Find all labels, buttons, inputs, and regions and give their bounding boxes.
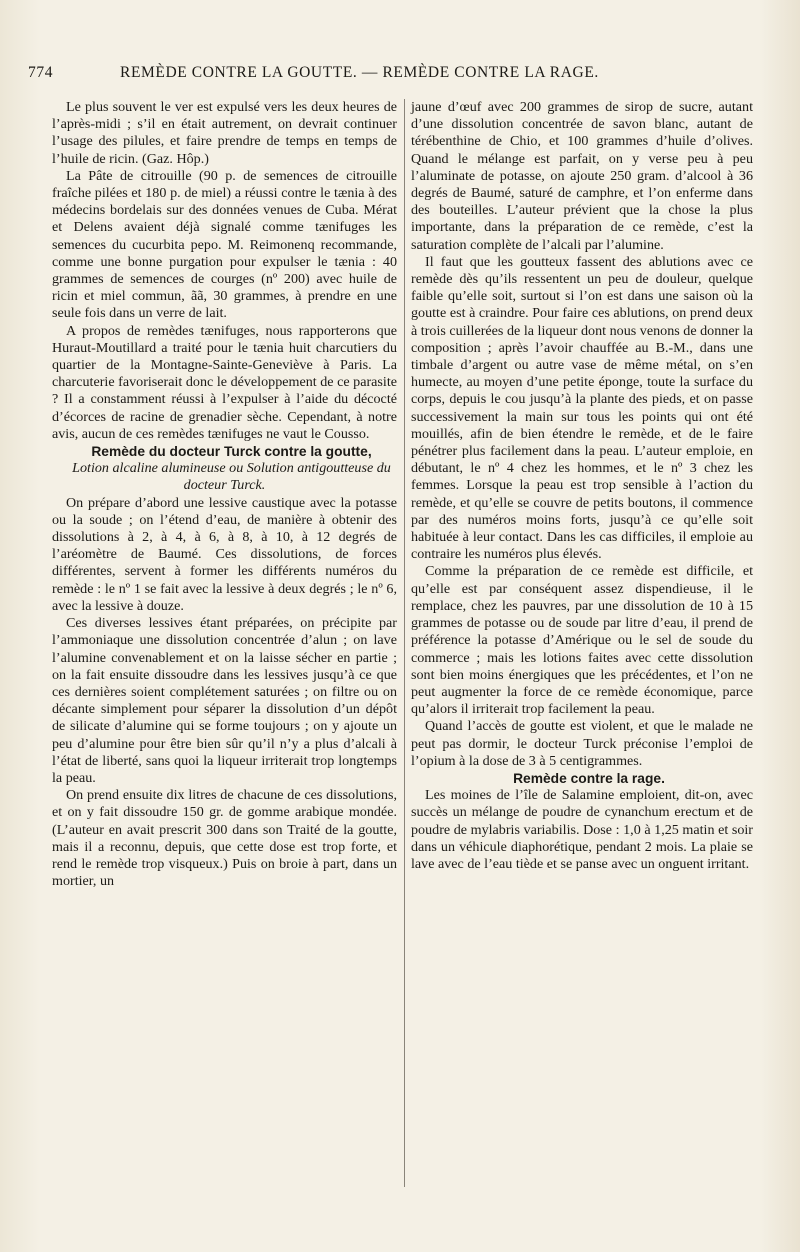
right-paragraph-4: Quand l’accès de goutte est violent, et que le malade ne peut pas dormir, le docteur Turck préconise l’emploi de l’opium à la dose de 3 à 5 centigrammes. [411,718,753,769]
column-divider [404,99,405,1187]
left-paragraph-5: Ces diverses lessives étant préparées, on précipite par l’ammoniaque une dissolution concentrée d’alun ; on lave l’alumine convenablement et on la laisse sécher en partie ; on la fait ensuite dissoudre dans les lessives jusqu’à ce que ces dernières soient complétement saturées ; on filtre ou on décante simplement pour séparer la dissolution d’un dépôt de silicate d’alumine qui se forme toujours ; on y ajoute un peu d’alumine pour être bien sûr qu’il n’y a plus d’alcali à l’état de liberté, sans quoi la liqueur irriterait trop longtemps la peau. [52,615,397,786]
left-paragraph-4: On prépare d’abord une lessive caustique avec la potasse ou la soude ; on l’étend d’eau, de manière à obtenir des dissolutions à 2, à 4, à 6, à 8, à 10, à 12 degrés de l’aréomètre de Baumé. Ces dissolutions, de forces différentes, servent à former les différents numéros du remède : le nº 1 se fait avec la lessive à deux degrés ; le nº 6, avec la lessive à douze. [52,494,397,614]
left-paragraph-2: La Pâte de citrouille (90 p. de semences de citrouille fraîche pilées et 180 p. de miel) a réussi contre le tænia à des médecins bordelais sur des données venues de Cuba. Mérat et Delens avaient déjà signalé comme tænifuges les semences du cucurbita pepo. M. Reimonenq recommande, comme une bonne purgation pour expulser le tænia : 40 grammes de semences de courges (nº 200) avec huile de ricin et miel commun, ãã, 30 grammes, à prendre en une seule fois dans un verre de lait. [52,167,397,322]
page-number: 774 [28,64,54,81]
section-subheading-goutte: Lotion alcaline alumineuse ou Solution antigoutteuse du docteur Turck. [72,460,391,494]
section-heading-rage: Remède contre la rage. [513,770,665,786]
right-column [411,99,753,873]
left-paragraph-1: Le plus souvent le ver est expulsé vers les deux heures de l’après-midi ; s’il en était autrement, on devrait continuer l’usage des pilules, et faire prendre de temps en temps de l’huile de ricin. (Gaz. Hôp.) [52,99,397,167]
running-title: REMÈDE CONTRE LA GOUTTE. — REMÈDE CONTRE LA RAGE. [120,64,599,81]
right-paragraph-2: Il faut que les goutteux fassent des ablutions avec ce remède dès qu’ils ressentent un peu de douleur, quelque faible qu’elle soit, surtout si l’on est dans une saison où la goutte est à craindre. Pour faire ces ablutions, on prend deux à trois cuillerées de la liqueur dont nous venons de donner la composition ; après l’avoir chauffée au B.-M., dans une timbale d’argent ou autre vase de même métal, on s’en humecte, au moyen d’une petite éponge, toute la surface du corps, depuis le cou jusqu’à la plante des pieds, et on passe successivement la main sur tous les points qui ont été mouillés, afin de bien étendre le remède, et de le faire pénétrer plus facilement dans la peau. L’auteur emploie, en débutant, le nº 4 chez les hommes, et le nº 3 chez les femmes. Lorsque la peau est trop sensible à l’action du remède, et qu’elle se couvre de petits boutons, il commence par des numéros moins forts, jusqu’à ce qu’elle soit habituée à leur contact. Dans les cas difficiles, il emploie au contraire les numéros plus élevés. [411,253,753,563]
right-paragraph-3: Comme la préparation de ce remède est difficile, et qu’elle est par conséquent assez dispendieuse, il le remplace, chez les pauvres, par une dissolution de 10 à 15 grammes de potasse ou de soude par litre d’eau, il prend de préférence la potasse d’Amérique ou le sel de soude du commerce ; mais les lotions faites avec cette dissolution sont bien moins énergiques que les précédentes, et l’on ne peut augmenter la force de ce remède économique, parce qu’alors il irriterait trop facilement la peau. [411,563,753,718]
left-paragraph-6: On prend ensuite dix litres de chacune de ces dissolutions, et on y fait dissoudre 150 gr. de gomme arabique mondée. (L’auteur en avait prescrit 300 dans son Traité de la goutte, mais il a reconnu, depuis, que cette dose est trop forte, et rend le remède trop visqueux.) Puis on broie à part, dans un mortier, un [52,787,397,890]
right-paragraph-5: Les moines de l’île de Salamine emploient, dit-on, avec succès un mélange de poudre de cynanchum erectum et de poudre de mylabris variabilis. Dose : 1,0 à 1,25 matin et soir dans un véhicule diaphorétique, pendant 2 mois. La plaie se lave avec de l’eau tiède et se panse avec un onguent irritant. [411,787,753,872]
left-paragraph-3: A propos de remèdes tænifuges, nous rapporterons que Huraut-Moutillard a traité pour le tænia huit charcutiers du quartier de la Montagne-Sainte-Geneviève à Paris. La charcuterie favoriserait donc le développement de ce parasite ? Il a constamment réussi à l’expulser à l’aide du décocté d’écorces de racine de grenadier sèche. Cependant, à notre avis, aucun de ces remèdes tænifuges ne vaut le Cousso. [52,322,397,442]
right-paragraph-1: jaune d’œuf avec 200 grammes de sirop de sucre, autant d’une dissolution concentrée de savon blanc, autant de térébenthine de Chio, et 100 grammes d’huile d’olives. Quand le mélange est parfait, on y verse peu à peu l’aluminate de potasse, on ajoute 250 gram. d’alcool à 36 degrés de Baumé, saturé de camphre, et l’on enferme dans des bouteilles. L’auteur prévient que la chose la plus importante, dans la préparation de ce remède, c’est la saturation complète de l’alcali par l’alumine. [411,99,753,253]
left-column [52,99,397,890]
section-heading-goutte: Remède du docteur Turck contre la goutte, [91,444,372,460]
page-header [28,64,772,82]
